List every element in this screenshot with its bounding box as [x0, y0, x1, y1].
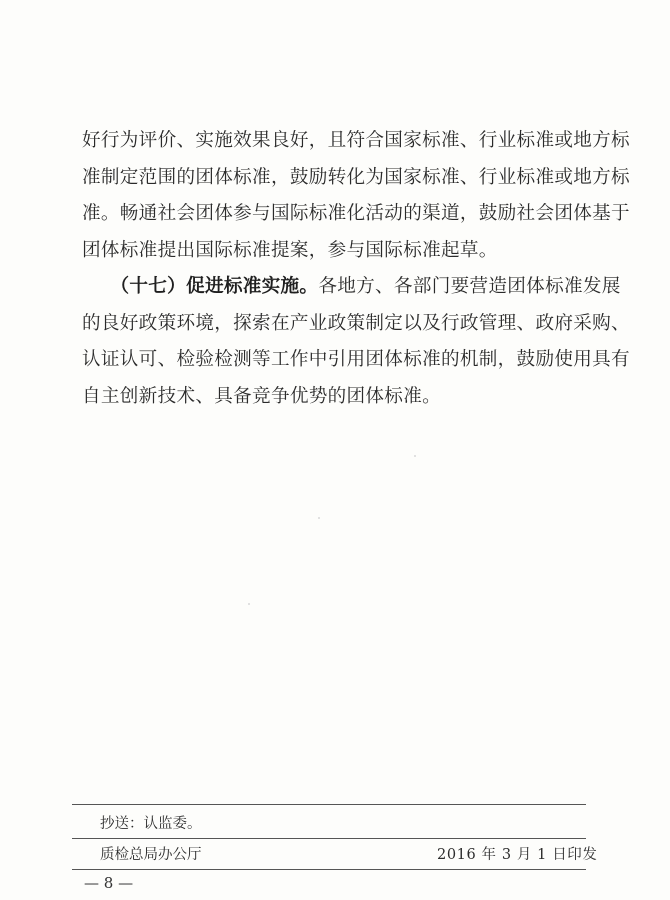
paragraph-line: 认证认可、检验检测等工作中引用团体标准的机制，鼓励使用具有	[82, 349, 630, 370]
footer-rule-middle	[72, 838, 586, 839]
footer-rule-top	[72, 804, 586, 805]
paragraph-line: 准制定范围的团体标准，鼓励转化为国家标准、行业标准或地方标	[82, 166, 630, 188]
section-17-first-line	[82, 269, 621, 306]
paragraph-line: 的良好政策环境，探索在产业政策制定以及行政管理、政府采购、	[82, 312, 630, 334]
paragraph-line: 准。畅通社会团体参与国际标准化活动的渠道，鼓励社会团体基于	[82, 203, 630, 224]
body-text	[82, 123, 630, 415]
footer-rule-bottom	[72, 869, 586, 870]
indent	[82, 276, 120, 297]
section-17-line-rest: 各地方、各部门要营造团体标准发展	[318, 276, 621, 297]
issuer: 质检总局办公厅	[100, 847, 202, 863]
paragraph-line: 自主创新技术、具备竞争优势的团体标准。	[82, 385, 441, 407]
paragraph-line: 好行为评价、实施效果良好，且符合国家标准、行业标准或地方标	[82, 130, 630, 151]
scan-speck	[414, 455, 416, 457]
print-date: 2016 年 3 月 1 日印发	[437, 847, 598, 863]
section-17-heading: （十七）促进标准实施。	[119, 276, 319, 297]
scan-speck	[318, 517, 320, 519]
paragraph-line: 团体标准提出国际标准提案，参与国际标准起草。	[82, 239, 498, 261]
cc-line: 抄送：认监委。	[100, 816, 202, 832]
scan-speck	[248, 603, 250, 605]
page-number: — 8 —	[84, 874, 134, 892]
